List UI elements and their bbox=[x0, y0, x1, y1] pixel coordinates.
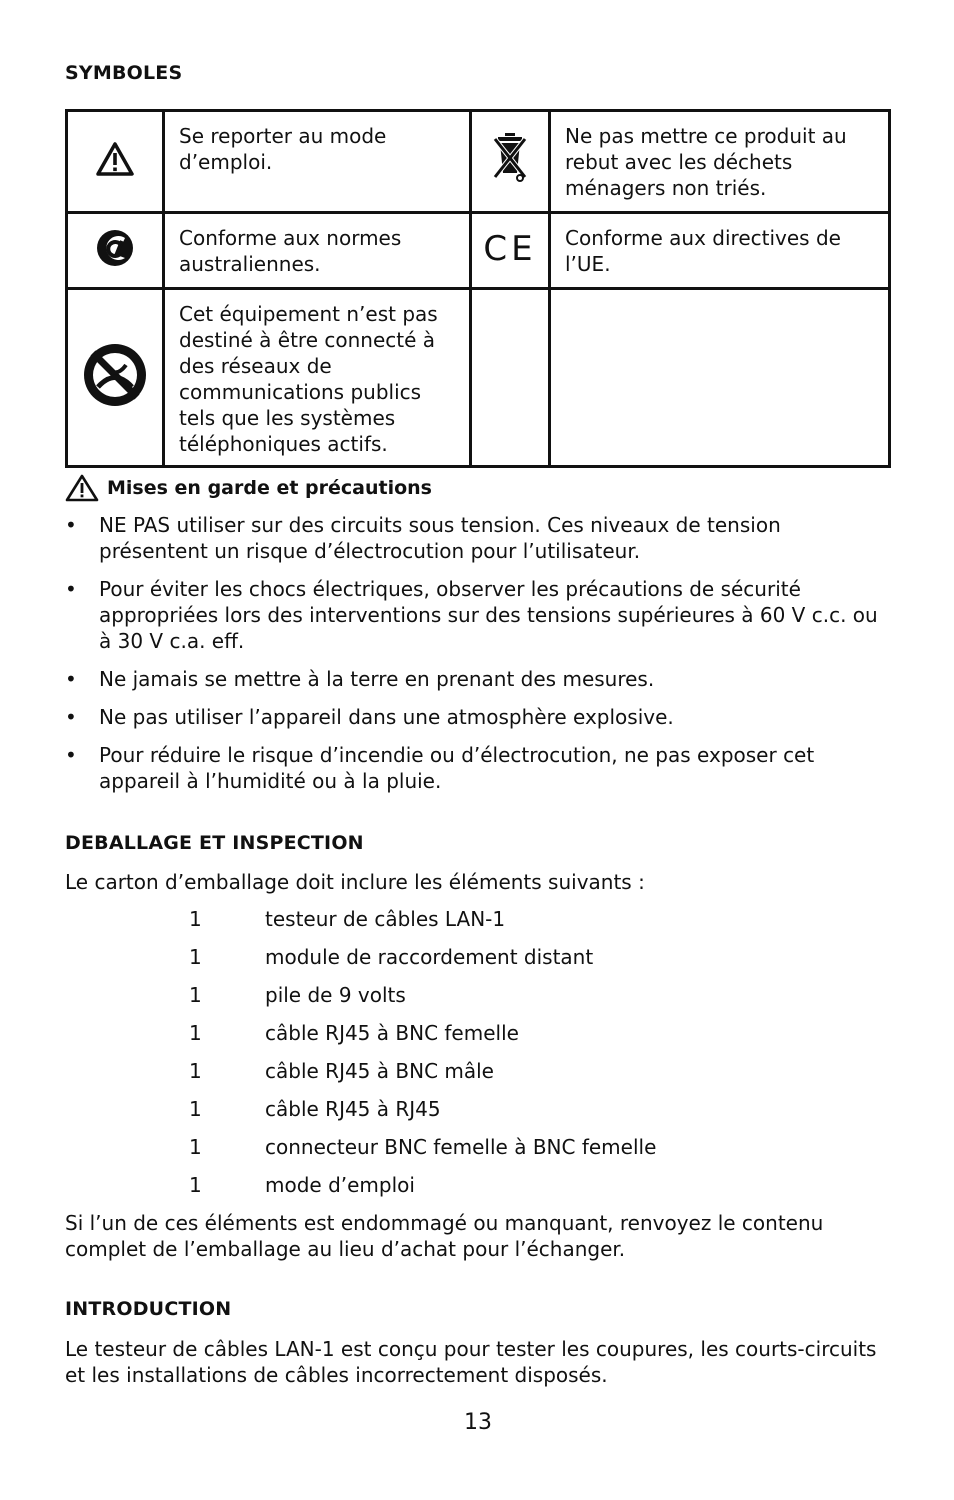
no-telecom-icon bbox=[80, 340, 150, 410]
warnings-list bbox=[65, 512, 891, 806]
list-item bbox=[65, 982, 656, 1020]
item-qty: 1 bbox=[189, 1135, 202, 1159]
symbol-cell bbox=[67, 111, 164, 213]
item-qty: 1 bbox=[189, 945, 202, 969]
list-item bbox=[65, 1058, 656, 1096]
unpacking-outro: Si l’un de ces éléments est endommagé ou manquant, renvoyez le contenu complet de l’emballage au lieu d’achat pour l’échanger. bbox=[65, 1211, 824, 1261]
item-qty: 1 bbox=[189, 907, 202, 931]
bullet-icon: • bbox=[65, 577, 77, 601]
list-item bbox=[65, 576, 891, 654]
item-name: testeur de câbles LAN-1 bbox=[265, 907, 506, 931]
warning-text: Pour éviter les chocs électriques, observer les précautions de sécurité appropriées lors des interventions sur des tensions supérieures à 60 V c.c. ou à 30 V c.a. eff. bbox=[99, 577, 878, 653]
list-item bbox=[65, 1096, 656, 1134]
item-qty: 1 bbox=[189, 1021, 202, 1045]
weee-crossed-bin-icon bbox=[492, 131, 528, 187]
bullet-icon: • bbox=[65, 705, 77, 729]
symbols-row bbox=[67, 111, 890, 213]
item-qty: 1 bbox=[189, 1173, 202, 1197]
symbol-description: Conforme aux normes australiennes. bbox=[164, 213, 471, 289]
symbol-cell bbox=[471, 111, 550, 213]
bullet-icon: • bbox=[65, 667, 77, 691]
item-name: pile de 9 volts bbox=[265, 983, 406, 1007]
warning-text: NE PAS utiliser sur des circuits sous tension. Ces niveaux de tension présentent un risque d’électrocution pour l’utilisateur. bbox=[99, 513, 781, 563]
symbol-cell bbox=[67, 289, 164, 467]
introduction-heading: INTRODUCTION bbox=[65, 1298, 232, 1320]
symbol-cell-empty bbox=[471, 289, 550, 467]
symbol-description: Conforme aux directives de l’UE. bbox=[550, 213, 890, 289]
list-item bbox=[65, 1134, 656, 1172]
page-number: 13 bbox=[464, 1410, 492, 1435]
list-item bbox=[65, 742, 891, 794]
list-item bbox=[65, 1172, 656, 1210]
c-tick-icon bbox=[95, 228, 135, 268]
symbol-description: Se reporter au mode d’emploi. bbox=[164, 111, 471, 213]
warning-text: Ne jamais se mettre à la terre en prenant des mesures. bbox=[99, 667, 655, 691]
warnings-heading bbox=[65, 474, 432, 502]
warning-triangle-icon bbox=[65, 474, 99, 502]
item-qty: 1 bbox=[189, 1059, 202, 1083]
item-name: connecteur BNC femelle à BNC femelle bbox=[265, 1135, 657, 1159]
symbols-row bbox=[67, 289, 890, 467]
warning-text: Pour réduire le risque d’incendie ou d’électrocution, ne pas exposer cet appareil à l’humidité ou à la pluie. bbox=[99, 743, 815, 793]
bullet-icon: • bbox=[65, 513, 77, 537]
warnings-title: Mises en garde et précautions bbox=[107, 477, 432, 499]
introduction-text: Le testeur de câbles LAN-1 est conçu pour tester les coupures, les courts-circuits et les installations de câbles incorrectement disposés. bbox=[65, 1337, 877, 1387]
item-name: câble RJ45 à BNC mâle bbox=[265, 1059, 494, 1083]
symbol-cell bbox=[67, 213, 164, 289]
package-contents-list bbox=[65, 906, 656, 1210]
item-name: câble RJ45 à BNC femelle bbox=[265, 1021, 519, 1045]
list-item bbox=[65, 704, 891, 730]
item-name: câble RJ45 à RJ45 bbox=[265, 1097, 441, 1121]
ce-mark-icon: CE bbox=[483, 228, 537, 269]
symbol-description: Cet équipement n’est pas destiné à être connecté à des réseaux de communications publics tels que les systèmes téléphoniques actifs. bbox=[164, 289, 471, 467]
list-item bbox=[65, 512, 891, 564]
bullet-icon: • bbox=[65, 743, 77, 767]
unpacking-heading: DEBALLAGE ET INSPECTION bbox=[65, 832, 364, 854]
item-qty: 1 bbox=[189, 1097, 202, 1121]
list-item bbox=[65, 944, 656, 982]
symbol-description: Ne pas mettre ce produit au rebut avec les déchets ménagers non triés. bbox=[550, 111, 890, 213]
item-name: mode d’emploi bbox=[265, 1173, 415, 1197]
item-qty: 1 bbox=[189, 983, 202, 1007]
symbols-row bbox=[67, 213, 890, 289]
symbols-table bbox=[65, 109, 891, 468]
list-item bbox=[65, 906, 656, 944]
item-name: module de raccordement distant bbox=[265, 945, 594, 969]
warning-text: Ne pas utiliser l’appareil dans une atmosphère explosive. bbox=[99, 705, 674, 729]
warning-triangle-icon bbox=[95, 141, 135, 177]
list-item bbox=[65, 666, 891, 692]
symbol-description-empty bbox=[550, 289, 890, 467]
unpacking-intro: Le carton d’emballage doit inclure les éléments suivants : bbox=[65, 870, 645, 894]
list-item bbox=[65, 1020, 656, 1058]
symbol-cell bbox=[471, 213, 550, 289]
symbols-heading: SYMBOLES bbox=[65, 62, 183, 84]
